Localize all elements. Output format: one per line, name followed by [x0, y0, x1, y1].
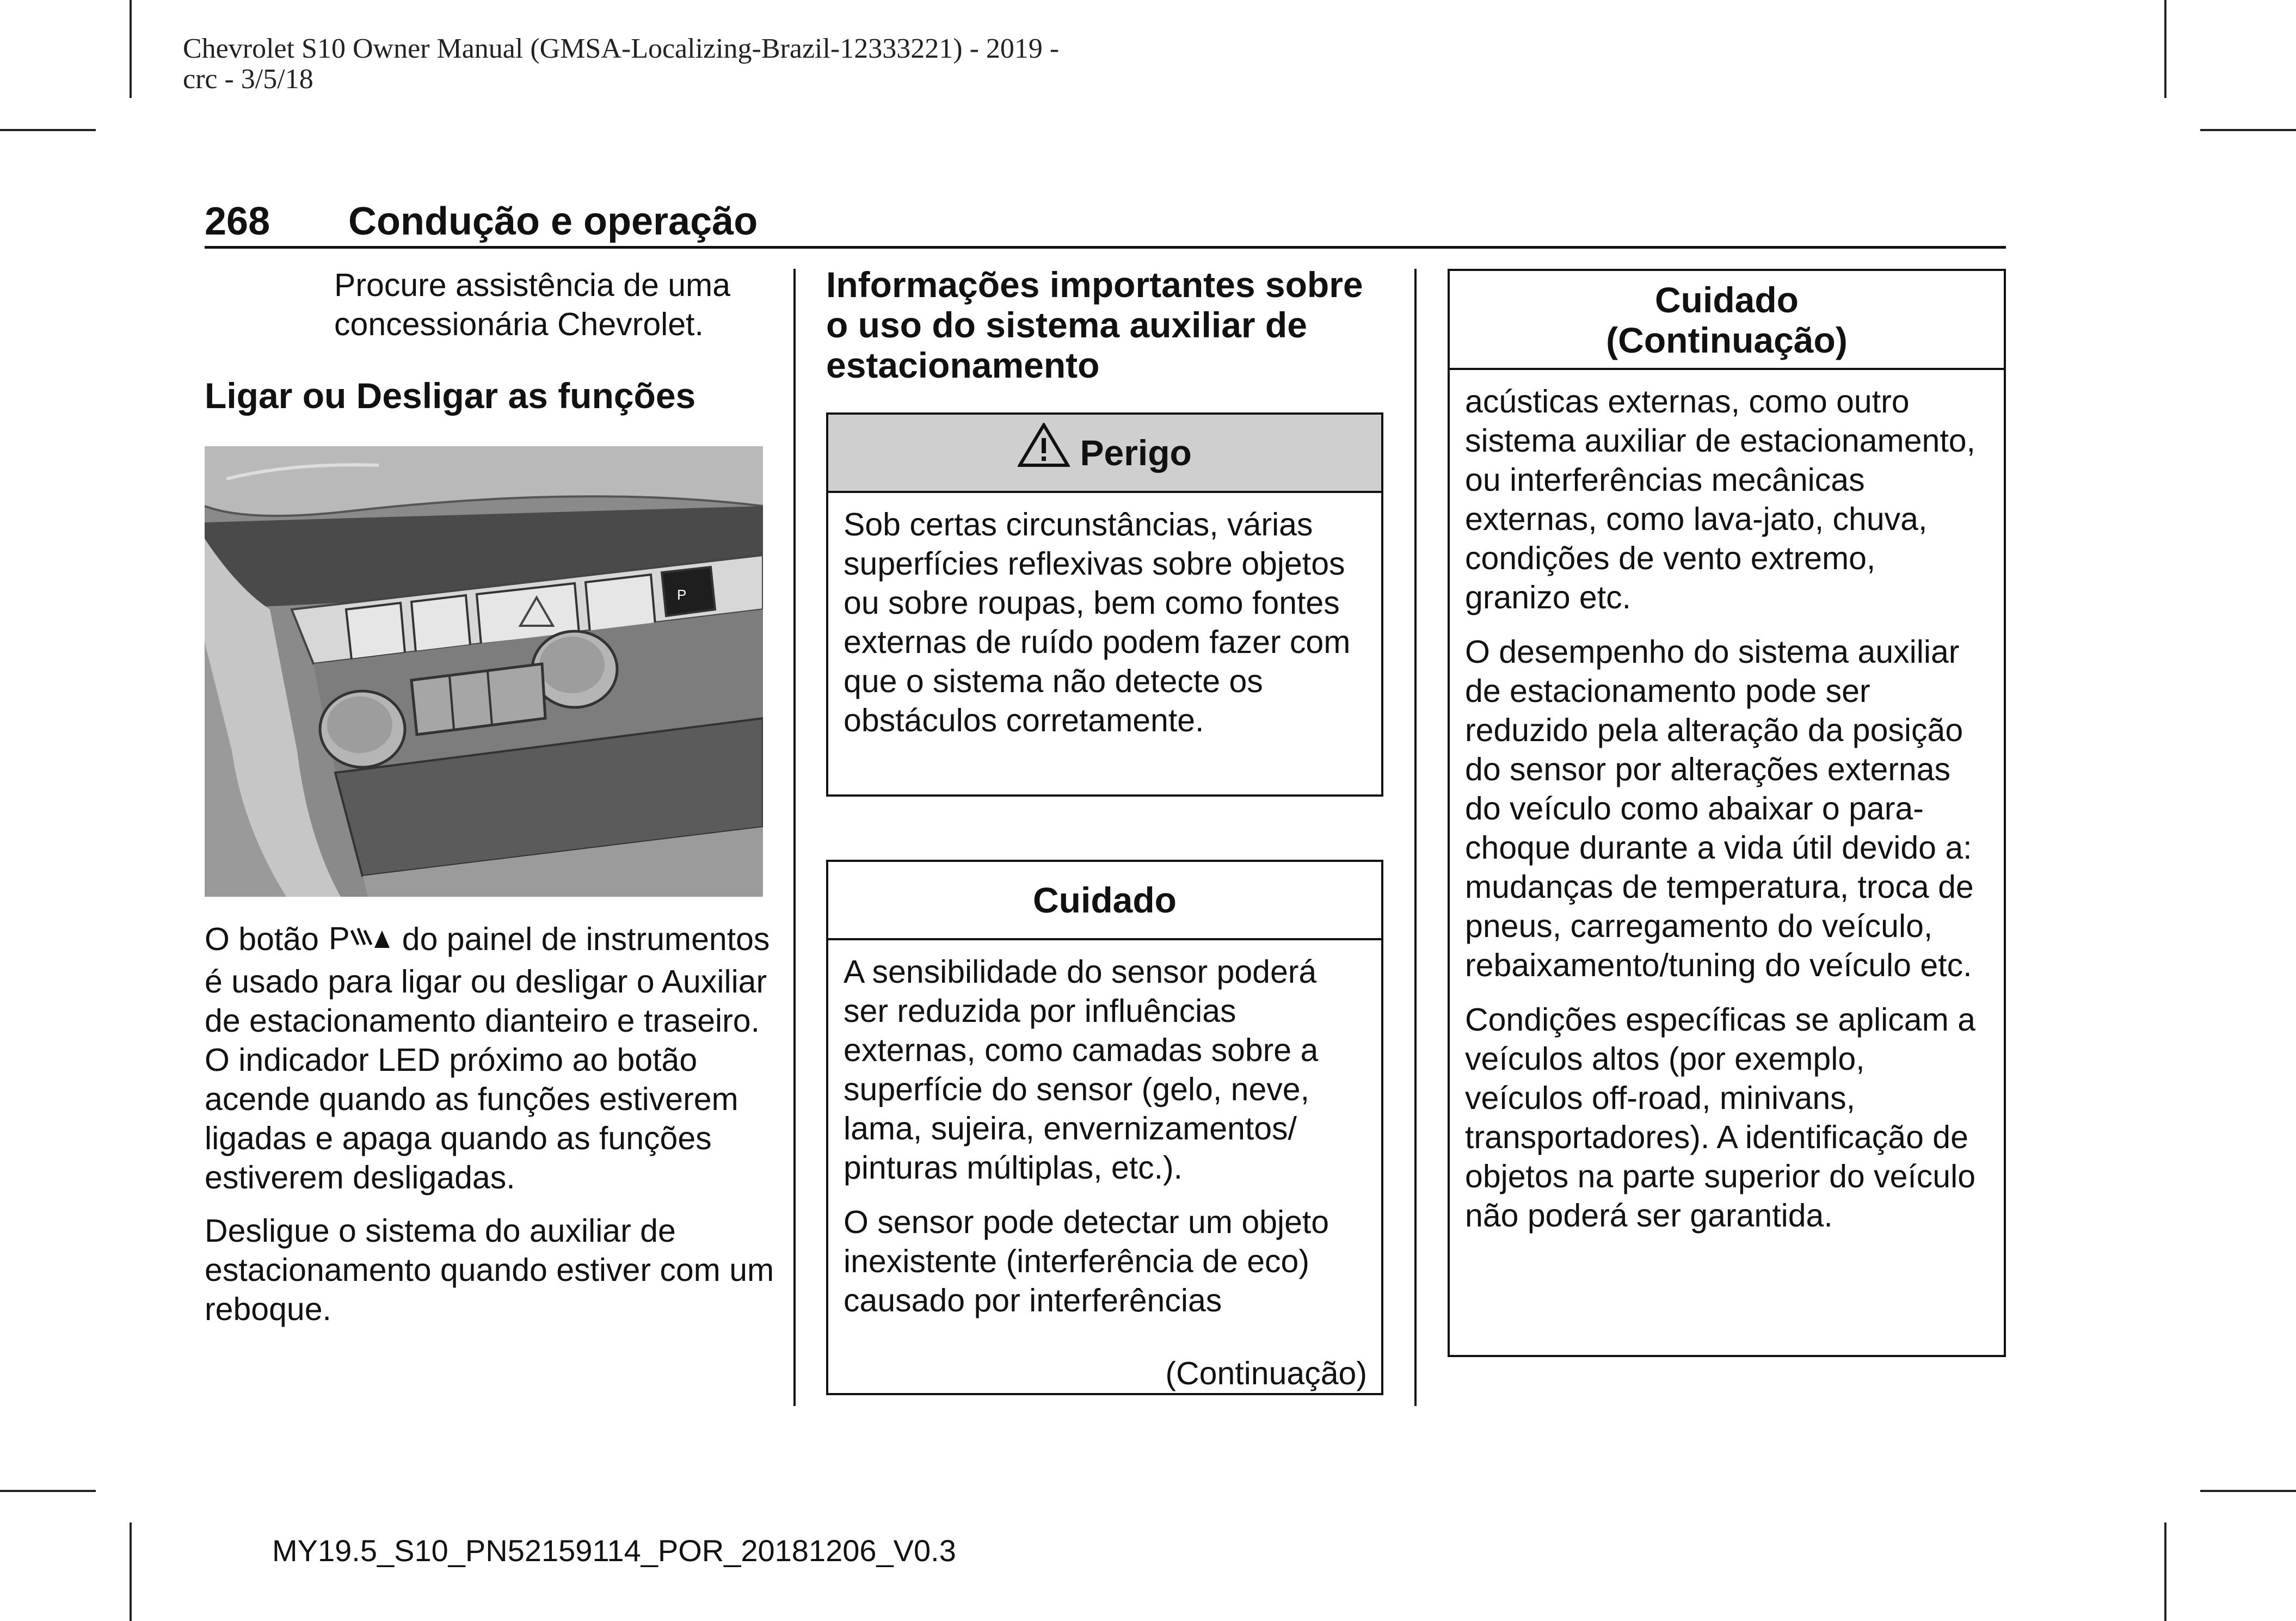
caution-box-header: Cuidado: [828, 862, 1381, 940]
left-column: [205, 266, 771, 416]
crop-mark: [0, 129, 96, 131]
park-assist-button-icon: [328, 923, 393, 962]
crop-mark: [2164, 0, 2166, 98]
console-illustration: [205, 446, 763, 897]
paragraph: A sensibilidade do sensor poderá ser reduzida por influências externas, como camadas sobre a superfície do sensor (gelo, neve, lama, sujeira, envernizamentos/ pinturas múltiplas, etc.).: [844, 954, 1319, 1186]
intro-text: Procure assistência de uma concessionária Chevrolet.: [334, 267, 731, 342]
paragraph: [205, 920, 776, 1197]
crop-mark: [130, 1523, 132, 1621]
danger-box: [826, 412, 1383, 797]
middle-column-heading: [826, 264, 1387, 385]
danger-box-header: [828, 415, 1381, 493]
paragraph: Condições específicas se aplicam a veículos altos (por exemplo, veículos off-road, minivans, transportadores). A identificação de objetos na parte superior do veículo não poderá ser garantida.: [1465, 1002, 1976, 1234]
caution-box: [826, 860, 1383, 1395]
crop-mark: [130, 0, 132, 98]
page-number: 268: [205, 200, 270, 243]
footer-code: MY19.5_S10_PN52159114_POR_20181206_V0.3: [272, 1533, 956, 1568]
danger-box-title: Perigo: [1080, 433, 1192, 473]
section-heading: Ligar ou Desligar as funções: [205, 375, 696, 416]
continued-label: (Continuação): [1165, 1355, 1367, 1391]
caution-box-continued: [1448, 269, 2006, 1357]
paragraph: O sensor pode detectar um objeto inexistente (interferência de eco) causado por interferências: [844, 1204, 1329, 1318]
caution-box-body: [828, 940, 1381, 1320]
caution-title: Cuidado: [1655, 280, 1799, 320]
danger-box-body: [828, 493, 1381, 740]
svg-text:P: P: [677, 587, 687, 603]
crop-mark: [2164, 1523, 2166, 1621]
paragraph: Sob certas circunstâncias, várias superfícies reflexivas sobre objetos ou sobre roupas, bem como fontes externas de ruído podem fazer com que o sistema não detecte os obstáculos corretamente.: [844, 507, 1351, 738]
caution-continued-title: (Continuação): [1606, 320, 1848, 360]
caution-box-header: [1450, 271, 2004, 370]
column-divider: [793, 269, 796, 1406]
column-divider: [1414, 269, 1417, 1406]
crop-mark: [0, 1490, 96, 1492]
paragraph: acústicas externas, como outro sistema auxiliar de estacionamento, ou interferências mecânicas externas, como lava-jato, chuva, condições de vento extremo, granizo etc.: [1465, 384, 1975, 615]
page-header: [205, 197, 2006, 249]
crop-mark: [2200, 1490, 2296, 1492]
left-column-text: [205, 920, 776, 1329]
crop-mark: [2200, 129, 2296, 131]
para1-before-icon: O botão: [205, 921, 319, 957]
caution-box-body: [1450, 370, 2004, 1235]
paragraph: O desempenho do sistema auxiliar de estacionamento pode ser reduzido pela alteração da posição do sensor por alterações externas do veículo como abaixar o para-choque durante a vida útil devido a: mudanças de temperatura, troca de pneus, carregamento do veículo, rebaixamento/tuning do veículo etc.: [1465, 634, 1974, 983]
running-head-line2: crc - 3/5/18: [183, 64, 313, 95]
paragraph: Desligue o sistema do auxiliar de estacionamento quando estiver com um reboque.: [205, 1213, 774, 1327]
warning-triangle-icon: [1018, 417, 1070, 493]
running-head: [183, 34, 1173, 95]
svg-text:P: P: [329, 923, 350, 953]
section-title: Condução e operação: [348, 200, 758, 243]
running-head-line1: Chevrolet S10 Owner Manual (GMSA-Localizing-Brazil-12333221) - 2019 -: [183, 33, 1060, 64]
section-heading: Informações importantes sobre o uso do sistema auxiliar de estacionamento: [826, 264, 1363, 385]
para1-after-icon: do painel de instrumentos é usado para ligar ou desligar o Auxiliar de estacionamento dianteiro e traseiro. O indicador LED próximo ao botão acende quando as funções estiverem ligadas e apaga quando as funções estiverem desligadas.: [205, 921, 770, 1195]
